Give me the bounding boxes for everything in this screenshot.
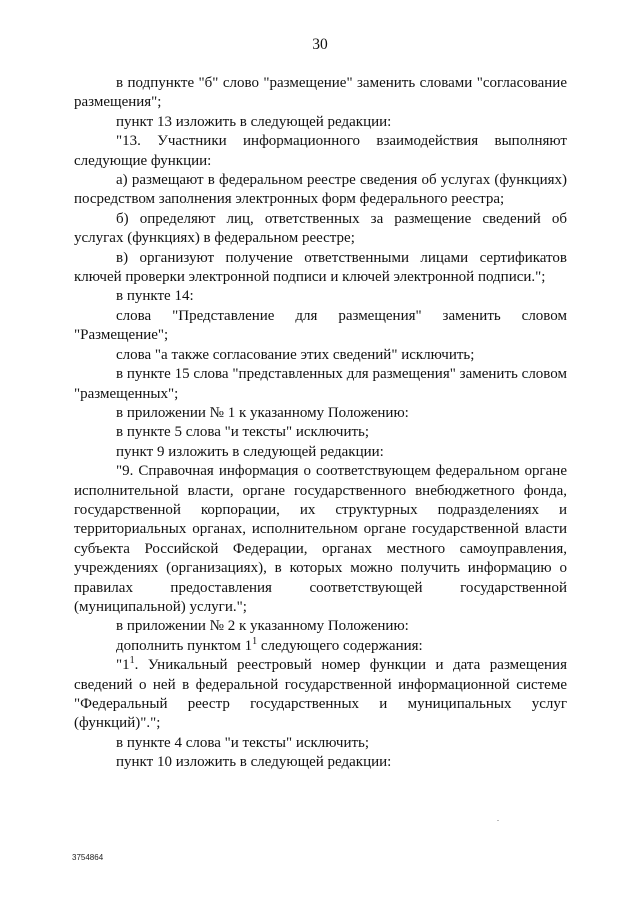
paragraph-point-13-intro: пункт 13 изложить в следующей редакции: [116,113,392,130]
paragraph-item-b: б) определяют лиц, ответственных за размещение сведений об услугах (функциях) в федеральном реестре; [74,210,567,247]
superscript: 1 [252,635,258,647]
paragraph-item-a: а) размещают в федеральном реестре сведения об услугах (функциях) посредством заполнения электронных форм федерального реестра; [74,172,567,208]
paragraph-words-replace: слова "Представление для размещения" заменить словом "Размещение"; [74,307,567,344]
scan-speck [497,820,499,821]
page-number: 30 [312,36,328,53]
paragraph-point-15: в пункте 15 слова "представленных для размещения" заменить словом "размещенных"; [74,366,567,402]
paragraph-point-13-text: "13. Участники информационного взаимодействия выполняют следующие функции: [74,133,567,169]
document-id: 3754864 [72,853,104,862]
text-fragment: . Уникальный реестровый номер функции и дата размещения сведений о ней в федеральной государственной информационной системе "Федеральный реестр государственных и муниципальных услуг (функций)"."; [74,657,567,732]
text-fragment: "1 [116,657,130,674]
paragraph-add-point [74,637,567,656]
text-fragment: дополнить пунктом 1 [116,637,253,654]
paragraph-appendix-2: в приложении № 2 к указанному Положению: [116,618,409,635]
paragraph-appendix-1: в приложении № 1 к указанному Положению: [116,404,409,421]
paragraph-item-v: в) организуют получение ответственными лицами сертификатов ключей проверки электронной подписи и ключей электронной подписи."; [74,249,567,286]
text-fragment: следующего содержания: [257,637,423,654]
paragraph-point-5: в пункте 5 слова "и тексты" исключить; [116,424,370,441]
paragraph-point-10-intro: пункт 10 изложить в следующей редакции: [116,754,392,771]
paragraph-point-9-text: "9. Справочная информация о соответствующем федеральном органе исполнительной власти, органе государственного внебюджетного фонда, государственной корпорации, их структурных подразделениях и территориальных органах, исполнительном органе государственной власти субъекта Российской Федерации, органах местного самоуправления, учреждениях (организациях), в которых можно получить информацию о правилах предоставления соответствующей государственной (муниципальной) услуги."; [74,463,567,615]
superscript: 1 [129,655,135,667]
paragraph-point-9-intro: пункт 9 изложить в следующей редакции: [116,443,384,460]
paragraph-point-14: в пункте 14: [116,288,194,305]
paragraph-subpoint-b: в подпункте "б" слово "размещение" заменить словами "согласование размещения"; [74,75,567,111]
paragraph-point-1-1-text [74,656,567,734]
document-body [74,74,567,773]
paragraph-point-4: в пункте 4 слова "и тексты" исключить; [116,734,370,751]
paragraph-words-exclude: слова "а также согласование этих сведений" исключить; [116,346,475,363]
